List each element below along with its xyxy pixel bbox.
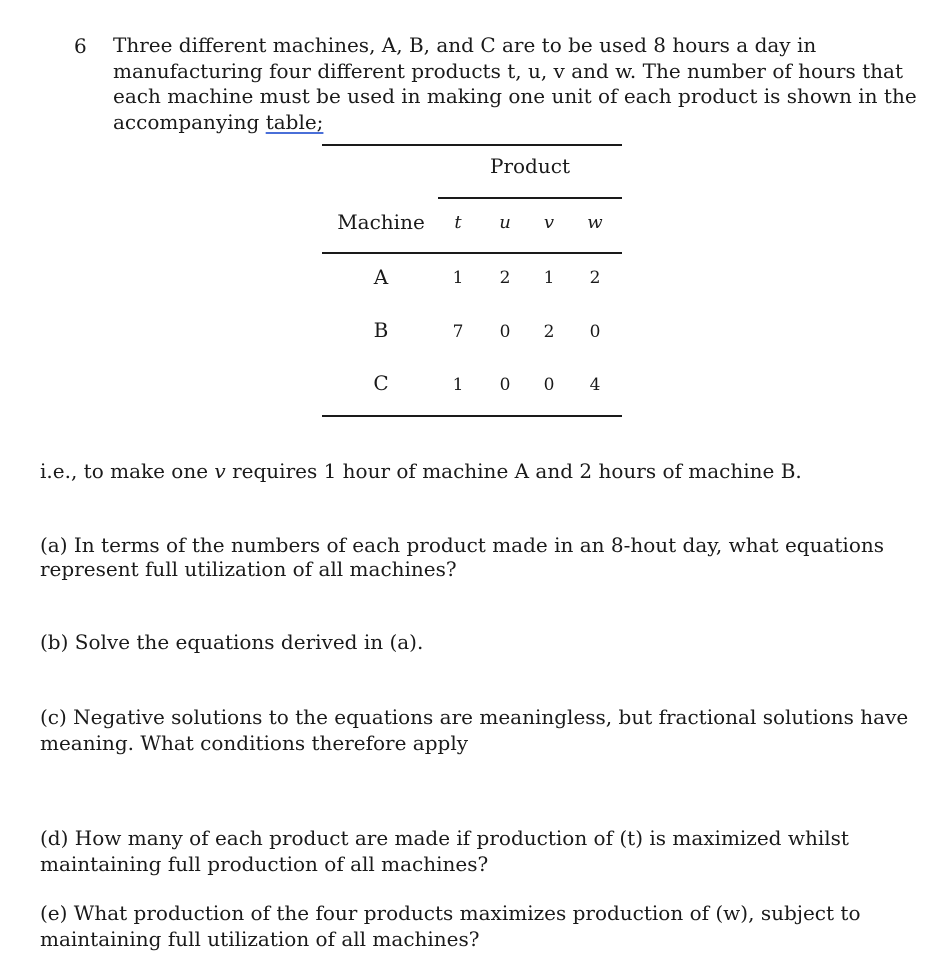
part-d-line-1: (d) How many of each product are made if production of (t) is maximized whilst xyxy=(40,826,849,850)
question-intro xyxy=(113,33,917,135)
table-link[interactable]: table; xyxy=(265,109,324,134)
intro-line-4-prefix: accompanying xyxy=(113,109,266,134)
part-e-line-1: (e) What production of the four products maximizes production of (w), subject to xyxy=(40,901,861,925)
part-d-line-2: maintaining full production of all machines? xyxy=(40,852,489,876)
column-header-w: w xyxy=(587,212,603,233)
cell-b-t: 7 xyxy=(452,322,464,342)
intro-line-3: each machine must be used in making one unit of each product is shown in the xyxy=(113,84,917,108)
question-number: 6 xyxy=(74,34,87,58)
intro-line-2: manufacturing four different products t, u, v and w. The number of hours that xyxy=(113,58,903,83)
part-c-line-1: (c) Negative solutions to the equations are meaningless, but fractional solutions have xyxy=(40,705,909,729)
row-machine-c: C xyxy=(373,371,389,395)
intro-line-1: Three different machines, A, B, and C are to be used 8 hours a day in xyxy=(113,33,817,57)
row-machine-a: A xyxy=(373,265,389,289)
machine-column-header: Machine xyxy=(337,210,425,234)
part-c-line-2: meaning. What conditions therefore apply xyxy=(40,731,469,755)
cell-a-w: 2 xyxy=(589,268,601,288)
part-b-line-1: (b) Solve the equations derived in (a). xyxy=(40,630,424,654)
header-bottom-rule xyxy=(322,252,622,254)
table-top-rule xyxy=(322,144,622,146)
note-suffix: requires 1 hour of machine A and 2 hours of machine B. xyxy=(225,459,802,483)
cell-b-u: 0 xyxy=(499,322,511,342)
part-a-line-1: (a) In terms of the numbers of each product made in an 8-hout day, what equations xyxy=(40,533,885,557)
cell-b-w: 0 xyxy=(589,322,601,342)
cell-b-v: 2 xyxy=(543,322,555,342)
note-var-v: v xyxy=(214,459,226,483)
note-prefix: i.e., to make one xyxy=(40,459,215,483)
product-header-rule xyxy=(438,197,622,199)
part-e-line-2: maintaining full utilization of all machines? xyxy=(40,927,480,951)
note-line xyxy=(40,458,802,484)
column-header-v: v xyxy=(543,212,555,233)
column-header-t: t xyxy=(454,212,462,233)
product-group-header: Product xyxy=(490,154,570,178)
cell-c-w: 4 xyxy=(589,375,601,395)
cell-c-u: 0 xyxy=(499,375,511,395)
part-a-line-2: represent full utilization of all machines? xyxy=(40,557,457,581)
cell-c-v: 0 xyxy=(543,375,555,395)
cell-a-u: 2 xyxy=(499,268,511,288)
intro-line-4 xyxy=(113,110,917,136)
row-machine-b: B xyxy=(373,318,389,342)
cell-a-v: 1 xyxy=(543,268,555,288)
column-header-u: u xyxy=(499,212,511,233)
cell-c-t: 1 xyxy=(452,375,464,395)
cell-a-t: 1 xyxy=(452,268,464,288)
table-bottom-rule xyxy=(322,415,622,417)
